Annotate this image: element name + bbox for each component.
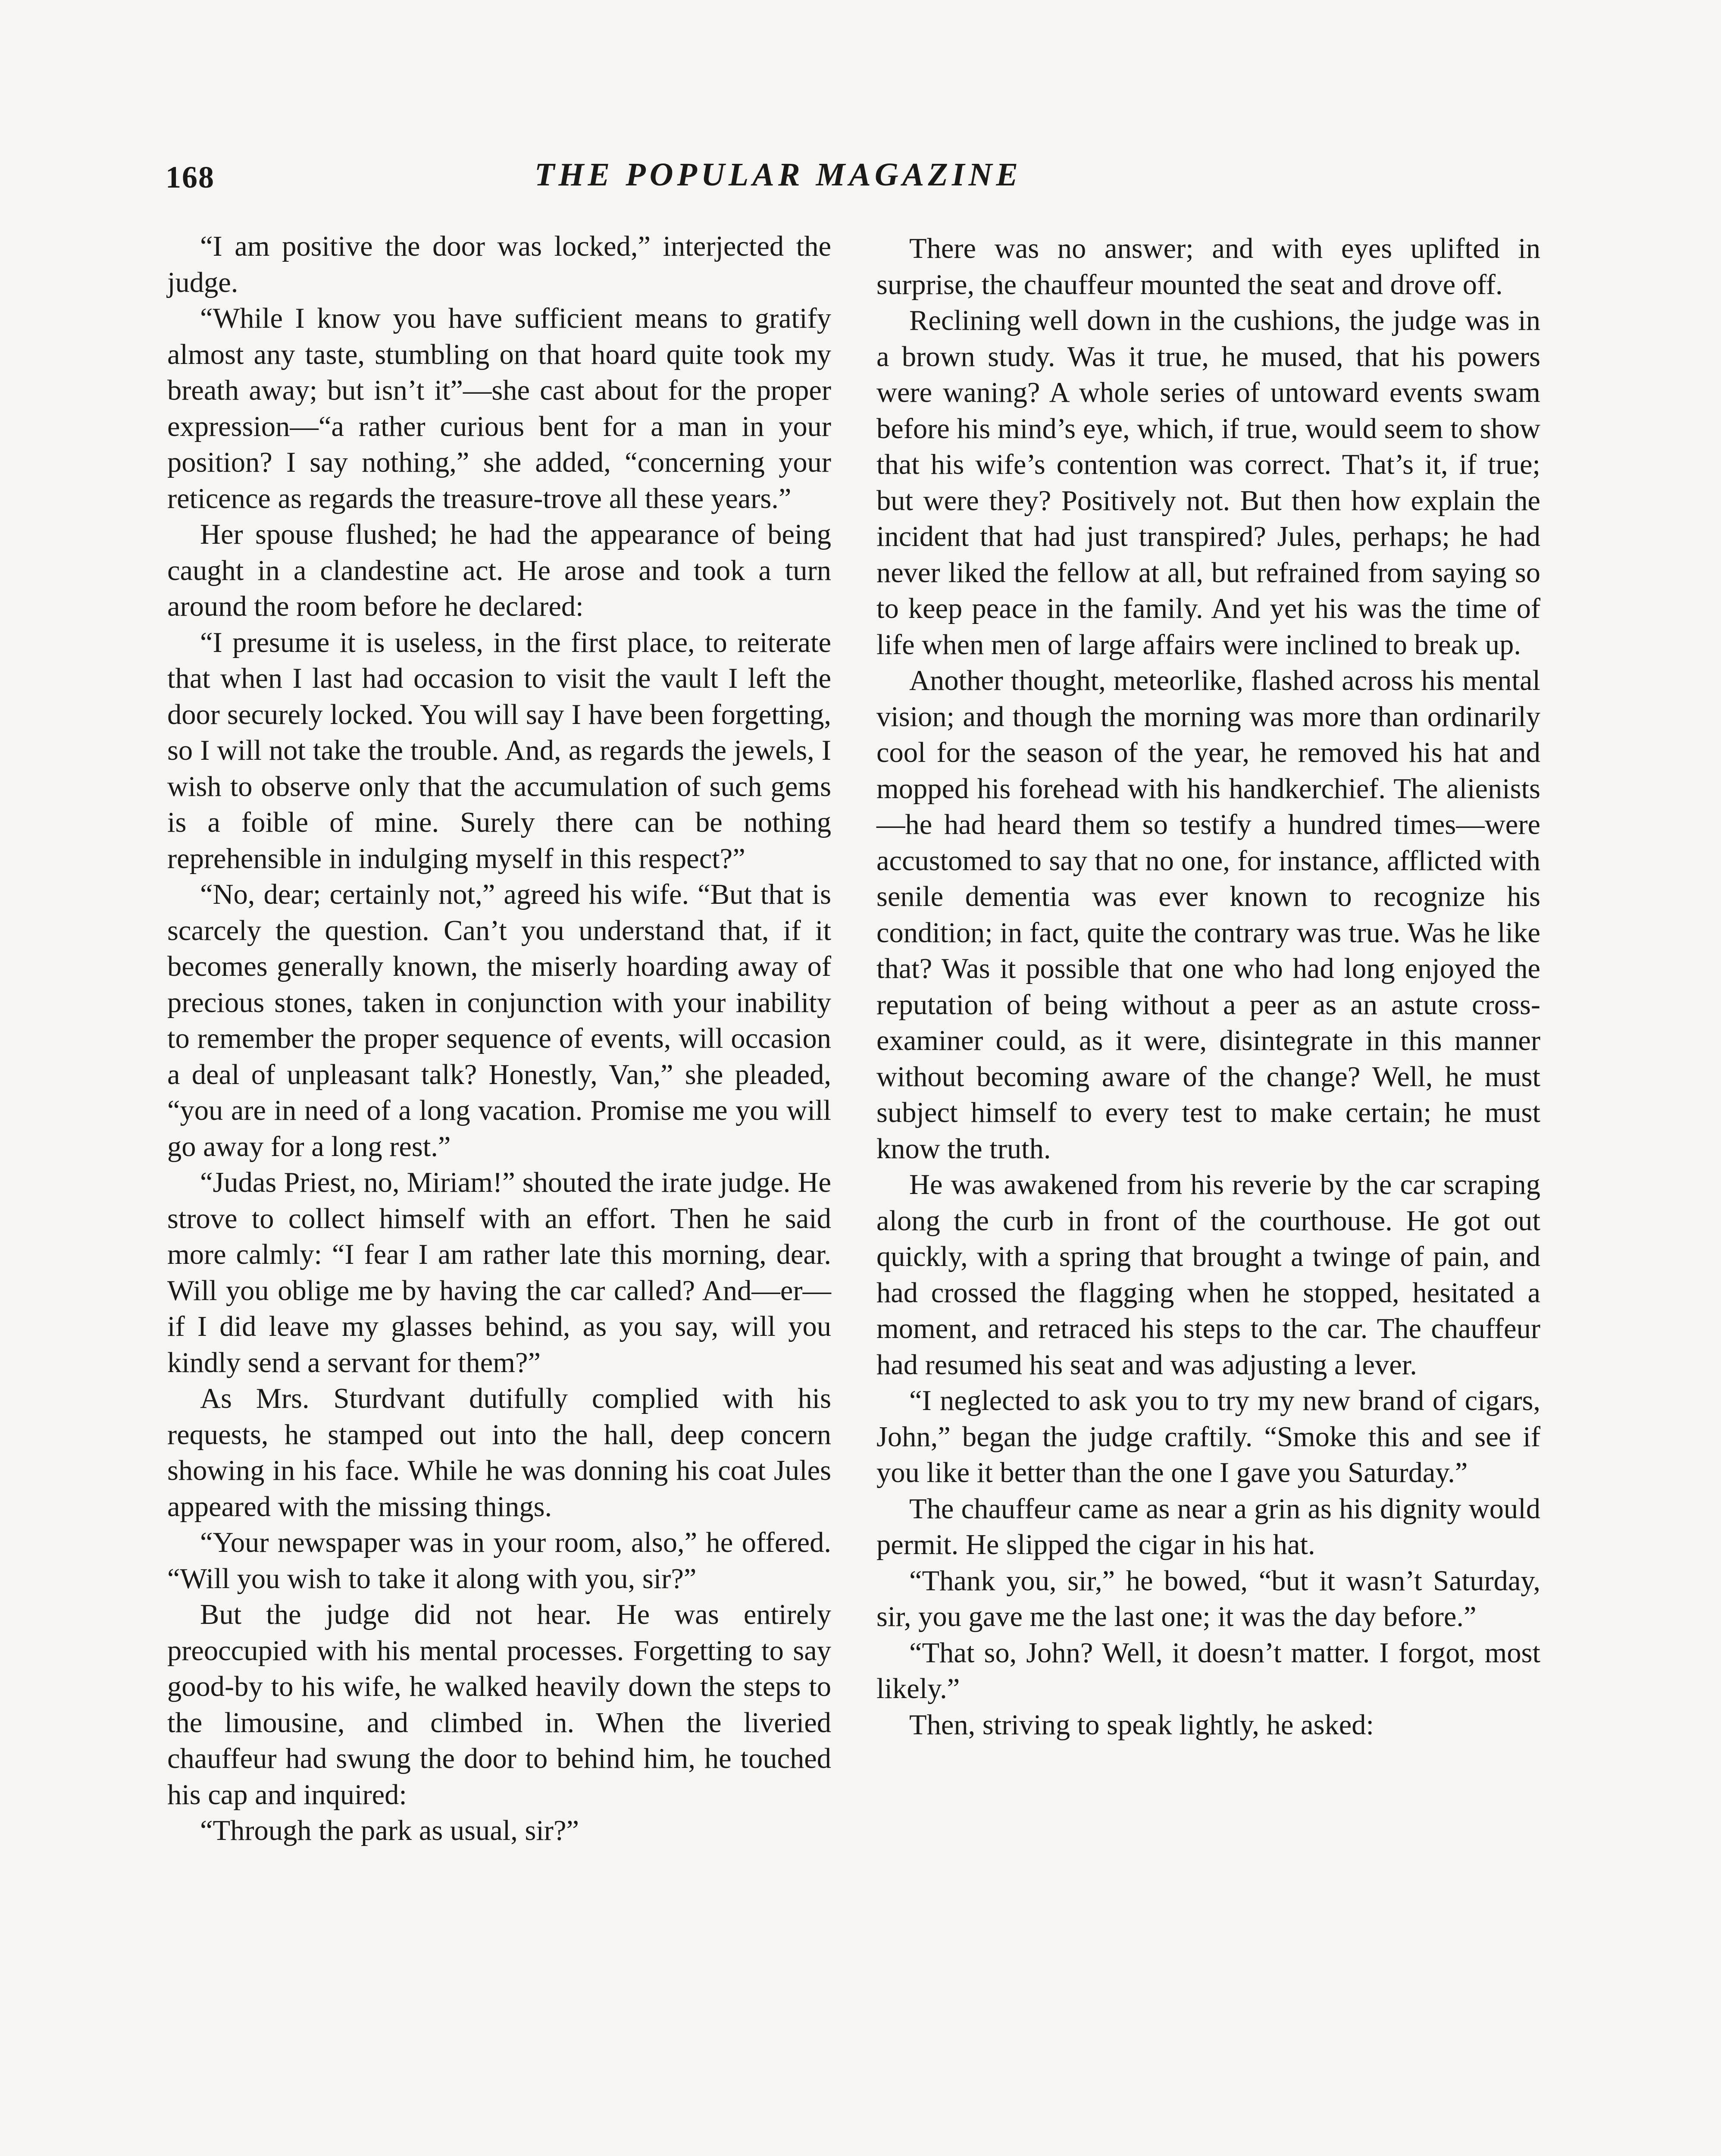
paragraph: He was awakened from his reverie by the car scraping along the curb in front of the courthouse. He got out quickly, with a spring that brought a twinge of pain, and had crossed the flagging when he stopped, hesitated a moment, and retraced his steps to the car. The chauffeur had resumed his seat and was adjusting a lever. xyxy=(876,1169,1540,1381)
paragraph: “Through the park as usual, sir?” xyxy=(200,1815,579,1846)
paragraph: There was no answer; and with eyes uplifted in surprise, the chauffeur mounted the seat and drove off. xyxy=(876,233,1540,301)
paragraph: The chauffeur came as near a grin as his dignity would permit. He slipped the cigar in his hat. xyxy=(876,1493,1540,1561)
paragraph: “Judas Priest, no, Miriam!” shouted the irate judge. He strove to collect himself with an effort. Then he said more calmly: “I fear I am rather late this morning, dear. Will you oblige me by having the car called? And—er—if I did leave my glasses behind, as you say, will you kindly send a servant for them?” xyxy=(167,1167,831,1379)
paragraph: Then, striving to speak lightly, he asked: xyxy=(909,1709,1374,1741)
paragraph: As Mrs. Sturdvant dutifully complied with his requests, he stamped out into the hall, deep concern showing in his face. While he was donning his coat Jules appeared with the missing things. xyxy=(167,1383,831,1523)
paragraph: “Your newspaper was in your room, also,” he offered. “Will you wish to take it along with you, sir?” xyxy=(167,1527,831,1595)
paragraph: But the judge did not hear. He was entirely preoccupied with his mental processes. Forgetting to say good-by to his wife, he walked heavily down the steps to the limousine, and climbed in. When the liveried chauffeur had swung the door to behind him, he touched his cap and inquired: xyxy=(167,1599,831,1811)
paragraph: Reclining well down in the cushions, the judge was in a brown study. Was it true, he mused, that his powers were waning? A whole series of untoward events swam before his mind’s eye, which, if true, would seem to show that his wife’s contention was correct. That’s it, if true; but were they? Positively not. But then how explain the incident that had just transpired? Jules, perhaps; he had never liked the fellow at all, but refrained from saying so to keep peace in the family. And yet his was the time of life when men of large affairs were inclined to break up. xyxy=(876,305,1540,661)
paragraph: “I am positive the door was locked,” interjected the judge. xyxy=(167,231,831,298)
paragraph: “I presume it is useless, in the first place, to reiterate that when I last had occasion to visit the vault I left the door securely locked. You will say I have been forgetting, so I will not take the trouble. And, as regards the jewels, I wish to observe only that the accumulation of such gems is a foible of mine. Surely there can be nothing reprehensible in indulging myself in this respect?” xyxy=(167,627,831,874)
paragraph: “I neglected to ask you to try my new brand of cigars, John,” began the judge craftily. “Smoke this and see if you like it better than the one I gave you Saturday.” xyxy=(876,1385,1540,1489)
paragraph: “That so, John? Well, it doesn’t matter. I forgot, most likely.” xyxy=(876,1637,1540,1705)
page-number: 168 xyxy=(166,160,215,194)
paragraph: Another thought, meteorlike, flashed across his mental vision; and though the morning was more than ordinarily cool for the season of the year, he removed his hat and mopped his forehead with his handkerchief. The alienists—he had heard them so testify a hundred times—were accustomed to say that no one, for instance, afflicted with senile dementia was ever known to recognize his condition; in fact, quite the contrary was true. Was he like that? Was it possible that one who had long enjoyed the reputation of being without a peer as an astute cross-examiner could, as it were, disintegrate in this manner without becoming aware of the change? Well, he must subject himself to every test to make certain; he must know the truth. xyxy=(876,665,1540,1165)
paragraph: “No, dear; certainly not,” agreed his wife. “But that is scarcely the question. Can’t you understand that, if it becomes generally known, the miserly hoarding away of precious stones, taken in conjunction with your inability to remember the proper sequence of events, will occasion a deal of unpleasant talk? Honestly, Van,” she pleaded, “you are in need of a long vacation. Promise me you will go away for a long rest.” xyxy=(167,879,831,1163)
paragraph: “Thank you, sir,” he bowed, “but it wasn’t Saturday, sir, you gave me the last one; it was the day before.” xyxy=(876,1565,1540,1633)
paragraph: Her spouse flushed; he had the appearance of being caught in a clandestine act. He arose and took a turn around the room before he declared: xyxy=(167,519,831,622)
paragraph: “While I know you have sufficient means to gratify almost any taste, stumbling on that hoard quite took my breath away; but isn’t it”—she cast about for the proper expression—“a rather curious bent for a man in your position? I say nothing,” she added, “concerning your reticence as regards the treasure-trove all these years.” xyxy=(167,303,831,514)
right-column xyxy=(876,231,1540,1743)
left-column xyxy=(167,229,831,1849)
magazine-title: THE POPULAR MAGAZINE xyxy=(535,157,1022,193)
